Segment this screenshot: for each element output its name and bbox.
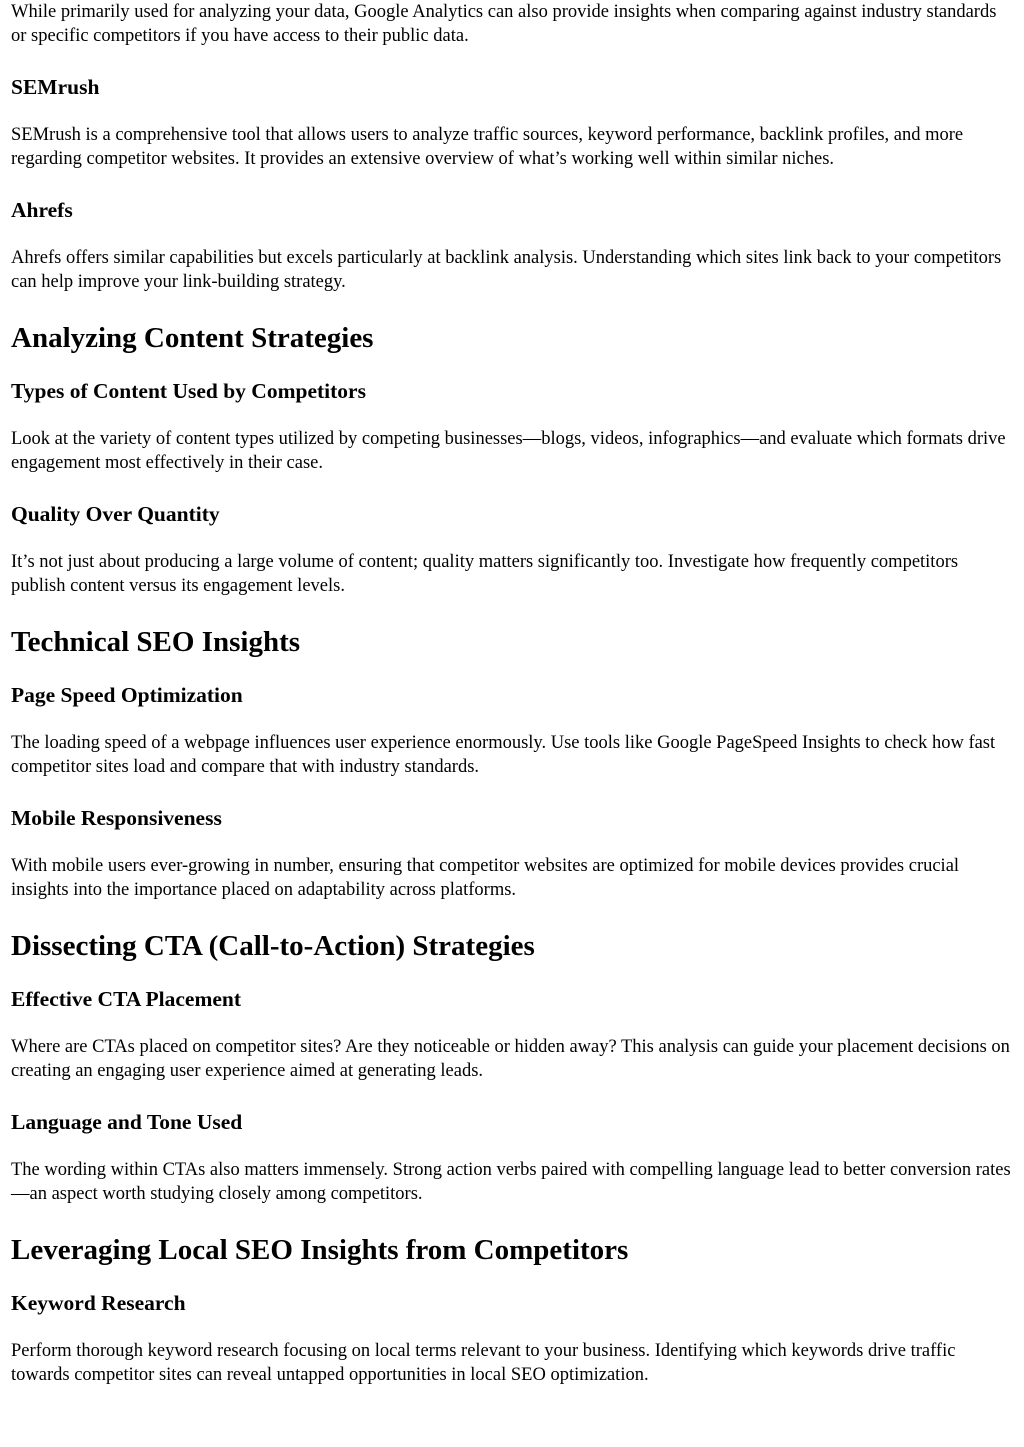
heading-keyword-research: Keyword Research <box>11 1291 186 1315</box>
paragraph-ahrefs: Ahrefs offers similar capabilities but excels particularly at backlink analysis. Understanding which sites link back to your competitors can help improve your link-building strategy. <box>11 248 1002 292</box>
heading-types-of-content: Types of Content Used by Competitors <box>11 379 366 403</box>
paragraph-google-analytics: While primarily used for analyzing your data, Google Analytics can also provide insights when comparing against industry standards or specific competitors if you have access to their public data. <box>11 2 997 46</box>
heading-quality-over-quantity: Quality Over Quantity <box>11 502 220 526</box>
heading-language-and-tone: Language and Tone Used <box>11 1110 243 1134</box>
heading-semrush: SEMrush <box>11 75 100 99</box>
paragraph-language-and-tone: The wording within CTAs also matters immensely. Strong action verbs paired with compelling language lead to better conversion rates—an aspect worth studying closely among competitors. <box>11 1160 1011 1204</box>
paragraph-mobile-responsiveness: With mobile users ever-growing in number, ensuring that competitor websites are optimized for mobile devices provides crucial insights into the importance placed on adaptability across platforms. <box>11 856 960 900</box>
paragraph-keyword-research: Perform thorough keyword research focusing on local terms relevant to your business. Identifying which keywords drive traffic towards competitor sites can reveal untapped opportunities in local SEO optimization. <box>11 1341 956 1385</box>
heading-ahrefs: Ahrefs <box>11 198 73 222</box>
heading-page-speed: Page Speed Optimization <box>11 683 243 707</box>
section-heading-content-strategies: Analyzing Content Strategies <box>11 322 374 354</box>
section-heading-cta-strategies: Dissecting CTA (Call-to-Action) Strategies <box>11 930 535 962</box>
paragraph-types-of-content: Look at the variety of content types utilized by competing businesses—blogs, videos, infographics—and evaluate which formats drive engagement most effectively in their case. <box>11 429 1006 473</box>
section-heading-local-seo: Leveraging Local SEO Insights from Competitors <box>11 1234 629 1266</box>
heading-cta-placement: Effective CTA Placement <box>11 987 242 1011</box>
paragraph-quality-over-quantity: It’s not just about producing a large volume of content; quality matters significantly too. Investigate how frequently competitors publish content versus its engagement levels. <box>11 552 959 596</box>
paragraph-page-speed: The loading speed of a webpage influences user experience enormously. Use tools like Google PageSpeed Insights to check how fast competitor sites load and compare that with industry standards. <box>11 733 996 777</box>
paragraph-semrush: SEMrush is a comprehensive tool that allows users to analyze traffic sources, keyword performance, backlink profiles, and more regarding competitor websites. It provides an extensive overview of what’s working well within similar niches. <box>11 125 964 169</box>
paragraph-cta-placement: Where are CTAs placed on competitor sites? Are they noticeable or hidden away? This analysis can guide your placement decisions on creating an engaging user experience aimed at generating leads. <box>11 1037 1010 1081</box>
article-body <box>0 1 1024 1387</box>
section-heading-technical-seo: Technical SEO Insights <box>11 626 301 658</box>
heading-mobile-responsiveness: Mobile Responsiveness <box>11 806 222 830</box>
